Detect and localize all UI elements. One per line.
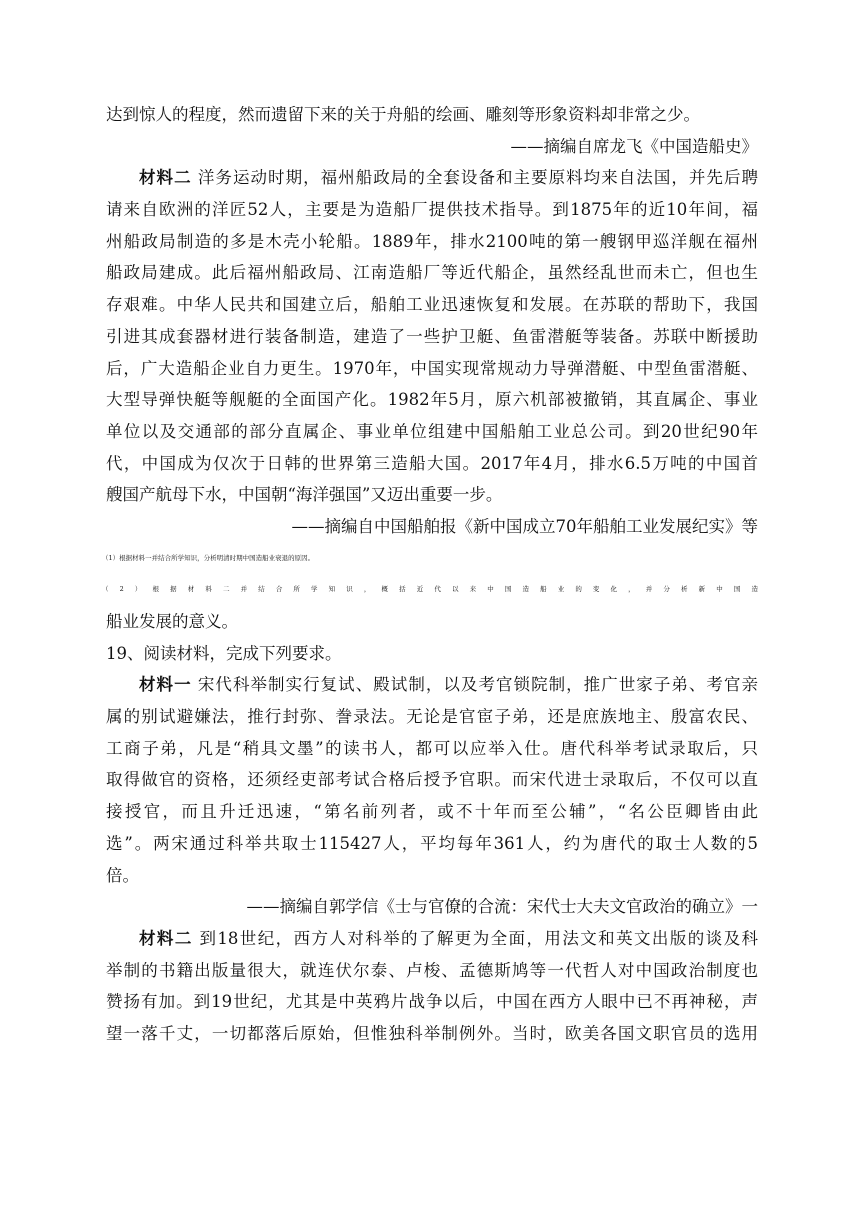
line-text: 大型导弹快艇等舰艇的全面国产化。1982年5月，原六机部被撤销，其直属企、事业 [106,390,758,410]
line-text: 船政局建成。此后福州船政局、江南造船厂等近代船企，虽然经乱世而未亡，但也生 [106,263,758,283]
material-paragraph-start [106,162,758,194]
text-line-end [106,479,758,511]
question-text: （2）根据材料二并结合所学知识，概括近代以来中国造船业的变化，并分析新中国造 [102,585,758,594]
line-text: 取得做官的资格，还须经吏部考试合格后授予官职。而宋代进士录取后，不仅可以直 [106,770,758,790]
material-label: 材料二 [139,928,193,948]
text-line [106,701,758,733]
text-line [106,384,758,416]
citation-text: ——摘编自席龙飞《中国造船史》 [510,136,758,156]
text-line [106,194,758,226]
material-paragraph-start [106,669,758,701]
line-text: 洋务运动时期，福州船政局的全套设备和主要原料均来自法国，并先后聘 [197,168,758,188]
line-text: 选”。两宋通过科举共取士115427人，平均每年361人，约为唐代的取士人数的5 [106,833,758,853]
question-heading-19 [106,638,758,670]
question-2-continuation [106,606,758,638]
text-line [106,796,758,828]
line-text: 倍。 [106,865,139,885]
text-line [106,986,758,1018]
text-line [106,955,758,987]
text-line [106,226,758,258]
line-text: 赞扬有加。到19世纪，尤其是中英鸦片战争以后，中国在西方人眼中已不再神秘，声 [106,992,758,1012]
line-text: 存艰难。中华人民共和国建立后，船舶工业迅速恢复和发展。在苏联的帮助下，我国 [106,295,758,315]
line-text: 后，广大造船企业自力更生。1970年，中国实现常规动力导弹潜艇、中型鱼雷潜艇、 [106,358,758,378]
line-text: 单位以及交通部的部分直属企、事业单位组建中国船舶工业总公司。到20世纪90年 [106,421,758,441]
text-line-continuation [106,99,758,131]
question-1 [102,543,758,575]
line-text: 到18世纪，西方人对科举的了解更为全面，用法文和英文出版的谈及科 [199,928,759,948]
line-text: 艘国产航母下水，中国朝“海洋强国”又迈出重要一步。 [106,485,503,505]
material-label: 材料二 [139,168,192,188]
line-text: 举制的书籍出版量很大，就连伏尔泰、卢梭、孟德斯鸠等一代哲人对中国政治制度也 [106,960,758,980]
citation-text: ——摘编自中国船舶报《新中国成立70年船舶工业发展纪实》等 [291,516,758,536]
line-text: 属的别试避嫌法，推行封弥、誊录法。无论是官宦子弟，还是庶族地主、殷富农民、 [106,707,758,727]
line-text: 州船政局制造的多是木壳小轮船。1889年，排水2100吨的第一艘钢甲巡洋舰在福州 [106,231,758,251]
text-line-end [106,860,758,892]
material-paragraph-start [106,923,758,955]
citation-line [106,511,758,543]
line-text: 代，中国成为仅次于日韩的世界第三造船大国。2017年4月，排水6.5万吨的中国首 [106,453,758,473]
line-text: 请来自欧洲的洋匠52人，主要是为造船厂提供技术指导。到1875年的近10年间，福 [106,200,758,220]
citation-line [106,891,758,923]
question-text: （1）根据材料一并结合所学知识，分析明清时期中国造船业衰退的原因。 [102,553,315,562]
text-line [106,257,758,289]
document-body [102,99,759,1050]
citation-text: ——摘编自郭学信《士与官僚的合流：宋代士大夫文官政治的确立》一 [246,897,758,917]
text-line [106,353,758,385]
material-label: 材料一 [139,675,192,695]
text-line [106,733,758,765]
text-line [106,764,758,796]
line-text: 接授官，而且升迁迅速，“第名前列者，或不十年而至公辅”，“名公臣卿皆由此 [106,802,758,822]
question-heading-text: 19、阅读材料，完成下列要求。 [106,643,342,663]
citation-line [106,131,758,163]
line-text: 望一落千丈，一切都落后原始，但惟独科举制例外。当时，欧美各国文职官员的选用 [106,1023,758,1043]
text-line [106,1018,758,1050]
text-line [106,828,758,860]
line-text: 工商子弟，凡是“稍具文墨”的读书人，都可以应举入仕。唐代科举考试录取后，只 [106,738,758,758]
text-line [106,416,758,448]
line-text: 引进其成套器材进行装备制造，建造了一些护卫艇、鱼雷潜艇等装备。苏联中断援助 [106,326,758,346]
text-line [106,289,758,321]
line-text: 达到惊人的程度，然而遗留下来的关于舟船的绘画、雕刻等形象资料却非常之少。 [106,105,700,124]
line-text: 宋代科举制实行复试、殿试制，以及考官锁院制，推广世家子弟、考官亲 [197,675,758,695]
text-line [106,448,758,480]
question-text: 船业发展的意义。 [106,612,238,631]
question-2 [102,574,758,606]
text-line [106,321,758,353]
